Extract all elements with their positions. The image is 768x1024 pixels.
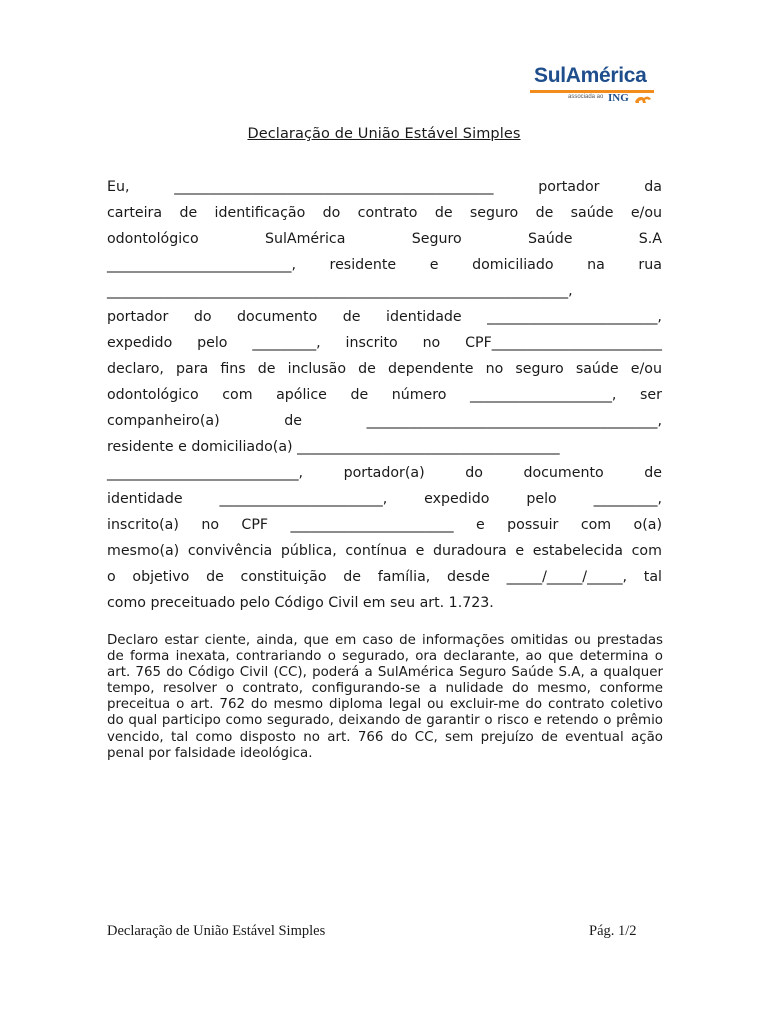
paragraph-line (107, 590, 662, 616)
line-word: número (391, 387, 447, 403)
line-word: S.A (638, 231, 662, 247)
line-word: identidade (386, 309, 462, 325)
line-word: de (644, 465, 662, 481)
line-word: ser (640, 387, 662, 403)
line-word: _____________________________________________ (174, 179, 494, 195)
line-word: do (465, 465, 483, 481)
logo-underline (530, 90, 654, 93)
paragraph-line (107, 538, 662, 564)
line-word: _________________________________________, (366, 413, 662, 429)
line-word: __________________________, (107, 257, 296, 273)
line-word: de (342, 309, 361, 325)
paragraph-line (107, 356, 662, 382)
paragraph-line (107, 278, 662, 304)
line-word: de (358, 361, 376, 377)
line-word: documento (523, 465, 604, 481)
paragraph-line (107, 486, 662, 512)
line-word: portador (107, 309, 169, 325)
line-word: pelo (197, 335, 228, 351)
line-word: saúde (575, 361, 619, 377)
line-word: expedido (424, 491, 490, 507)
line-word: ________________________, (487, 309, 662, 325)
line-word: convivência (187, 543, 273, 559)
lion-icon (634, 94, 652, 104)
line-word: odontológico (107, 231, 199, 247)
line-word: companheiro(a) (107, 413, 220, 429)
line-word: família, (377, 569, 431, 585)
line-word: CPF (241, 517, 269, 533)
line-word: portador (538, 179, 600, 195)
line-word: ___________________________, (107, 465, 304, 481)
line-word: possuir (507, 517, 559, 533)
line-word: de (434, 205, 453, 221)
paragraph-line (107, 408, 662, 434)
line-word: desde (447, 569, 490, 585)
line-word: domiciliado (472, 257, 554, 273)
line-word: do (193, 309, 212, 325)
logo-ing-text: ING (608, 92, 629, 104)
line-word: seguro (515, 361, 564, 377)
line-word: o (107, 569, 116, 585)
line-word: como preceituado pelo Código Civil em seu art. 1.723. (107, 595, 494, 611)
line-word: na (587, 257, 605, 273)
line-word: contrato (357, 205, 418, 221)
disclaimer-paragraph: Declaro estar ciente, ainda, que em caso de informações omitidas ou prestadas de forma inexata, contrariando o segurado, ora declarante, ao que determina o art. 765 do Código Civil (CC), poderá a SulAmérica Seguro Saúde S.A, a qualquer tempo, resolver o contrato, configurando-se a nulidade do mesmo, conforme preceitua o art. 762 do mesmo diploma legal ou excluir-me do contrato coletivo do qual participo como segurado, deixando de garantir o risco e retendo o prêmio vencido, tal como disposto no art. 766 do CC, sem prejuízo de eventual ação penal por falsidade ideológica. (107, 633, 663, 761)
line-word: e (429, 257, 439, 273)
line-word: Seguro (411, 231, 462, 247)
line-word: de (206, 569, 224, 585)
line-word: inscrito (345, 335, 398, 351)
line-word: tal (643, 569, 662, 585)
line-word: declaro, (107, 361, 164, 377)
line-word: da (644, 179, 662, 195)
paragraph-line (107, 252, 662, 278)
line-word: SulAmérica (264, 231, 346, 247)
line-word: contínua (345, 543, 408, 559)
line-word: documento (237, 309, 318, 325)
line-word: de (350, 387, 369, 403)
line-word: de (284, 413, 302, 429)
logo-brand-name: SulAmérica (534, 64, 647, 87)
footer-title: Declaração de União Estável Simples (107, 923, 326, 939)
line-word: e (515, 543, 525, 559)
paragraph-line (107, 226, 662, 252)
line-word: no (485, 361, 504, 377)
logo-associated-text: associada ao (568, 94, 604, 100)
line-word: constituição (240, 569, 327, 585)
line-word: _________, (252, 335, 321, 351)
line-word: rua (638, 257, 662, 273)
paragraph-line (107, 174, 662, 200)
line-word: identidade (107, 491, 183, 507)
line-word: de (179, 205, 198, 221)
line-word: para (176, 361, 209, 377)
line-word: no (422, 335, 441, 351)
paragraph-line (107, 382, 662, 408)
line-word: inclusão (287, 361, 347, 377)
paragraph-line (107, 512, 662, 538)
line-word: e/ou (630, 205, 662, 221)
document-title: Declaração de União Estável Simples (247, 126, 521, 142)
line-word: mesmo(a) (107, 543, 180, 559)
line-word: de (257, 361, 276, 377)
line-word: ____________________, (470, 387, 617, 403)
line-word: dependente (388, 361, 474, 377)
line-word: Eu, (107, 179, 130, 195)
line-word: fins (220, 361, 246, 377)
line-word: com (222, 387, 253, 403)
declaration-paragraph (107, 174, 662, 616)
line-word: pública, (280, 543, 337, 559)
line-word: inscrito(a) (107, 517, 179, 533)
line-word: odontológico (107, 387, 199, 403)
line-word: no (201, 517, 220, 533)
paragraph-line (107, 330, 662, 356)
paragraph-line (107, 304, 662, 330)
line-word: _________________________________________________________________, (107, 283, 573, 299)
line-word: duradoura (433, 543, 507, 559)
line-word: e/ou (630, 361, 662, 377)
line-word: e (415, 543, 425, 559)
line-word: _________, (593, 491, 662, 507)
line-word: _______________________ (290, 517, 454, 533)
line-word: saúde (570, 205, 614, 221)
line-word: residente (329, 257, 397, 273)
line-word: o(a) (633, 517, 662, 533)
line-word: de (343, 569, 362, 585)
page-number: Pág. 1/2 (589, 923, 637, 939)
line-word: expedido (107, 335, 173, 351)
line-word: apólice (276, 387, 327, 403)
line-word: com (631, 543, 662, 559)
line-word: objetivo (132, 569, 190, 585)
line-word: CPF________________________ (465, 335, 662, 351)
line-word: de (535, 205, 554, 221)
paragraph-line (107, 460, 662, 486)
line-word: e (476, 517, 485, 533)
line-word: residente e domiciliado(a) _____________________________________ (107, 439, 560, 455)
paragraph-line (107, 564, 662, 590)
line-word: seguro (469, 205, 519, 221)
line-word: identificação (214, 205, 306, 221)
line-word: com (580, 517, 612, 533)
line-word: estabelecida (532, 543, 623, 559)
paragraph-line (107, 200, 662, 226)
line-word: Saúde (528, 231, 573, 247)
sulamerica-logo (528, 62, 664, 112)
line-word: do (322, 205, 341, 221)
paragraph-line (107, 434, 662, 460)
line-word: _______________________, (219, 491, 388, 507)
line-word: carteira (107, 205, 163, 221)
line-word: portador(a) (343, 465, 425, 481)
line-word: _____/_____/_____, (506, 569, 628, 585)
line-word: pelo (526, 491, 557, 507)
